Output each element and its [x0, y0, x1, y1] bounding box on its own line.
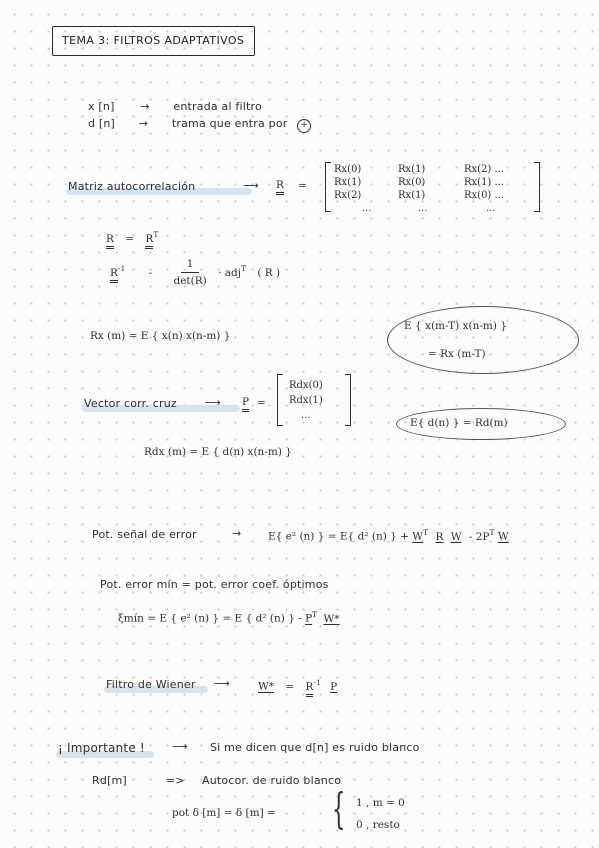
pot-min-label: Pot. error mín = pot. error coef. óptimos [100, 578, 329, 591]
matrix-cell: ... [486, 203, 496, 214]
matrix-cell: Rx(1) [398, 190, 426, 201]
r-symbol: R [110, 267, 118, 283]
arrow-icon: → [138, 117, 149, 130]
wiener-label: Filtro de Wiener [106, 678, 196, 691]
r-symbol: R [145, 233, 153, 249]
case-line: 0 , resto [356, 819, 400, 831]
formula-text: E{ e² (n) } = E{ d² (n) } + [268, 530, 409, 543]
definition-text: trama que entra por [171, 117, 288, 130]
matrix-cell: Rx(1) [398, 164, 426, 175]
definition-d [88, 117, 311, 133]
vector-cell: Rdx(0) [289, 380, 323, 391]
bubble-line: E{ d(n) } = Rd(m) [410, 417, 508, 429]
white-noise-pot: pot δ [m] = δ [m] = [172, 807, 276, 819]
page-title: TEMA 3: FILTROS ADAPTATIVOS [62, 34, 245, 47]
plus-circle-icon: + [297, 119, 311, 133]
adj-argument: ( R ) [257, 266, 281, 279]
transpose-property [106, 230, 158, 245]
p-symbol: P [305, 612, 313, 625]
case-line: 1 , m = 0 [356, 797, 405, 809]
implies-arrow: => [166, 774, 185, 787]
autocorr-label: Matriz autocorrelación [68, 180, 196, 193]
autocorr-symbol: R [276, 180, 284, 195]
superscript: -1 [313, 678, 321, 687]
crosscorr-label: Vector corr. cruz [84, 397, 177, 410]
r-symbol: R [306, 681, 314, 697]
matrix-cell: Rx(2) ... [464, 164, 505, 175]
right-bracket [345, 374, 351, 426]
wiener-formula [258, 678, 337, 693]
w-symbol: W [412, 530, 424, 543]
left-brace: { [332, 784, 346, 833]
definition-x [88, 100, 262, 113]
formula-text: ξmín = E { e² (n) } = E { d² (n) } - [118, 612, 302, 625]
equals-sign: = [125, 232, 135, 245]
w-symbol: W [497, 530, 509, 543]
matrix-cell: ... [362, 203, 372, 214]
superscript: T [241, 264, 247, 273]
superscript: T [153, 230, 159, 239]
equals-sign: = [257, 397, 266, 409]
vector-cell: ... [301, 410, 311, 421]
matrix-cell: ... [418, 203, 428, 214]
equals-sign: = [285, 680, 295, 693]
minus-sign: - [148, 266, 153, 279]
rdx-definition: Rdx (m) = E { d(n) x(n-m) } [144, 446, 292, 458]
left-bracket [277, 374, 283, 426]
matrix-cell: Rx(2) [334, 190, 362, 201]
arrow-icon: → [140, 100, 150, 113]
autocorr-matrix [334, 164, 540, 214]
adj-text: · adj [218, 266, 241, 279]
fraction-denominator: det(R) [173, 275, 207, 287]
important-label: ¡ Importante ! [58, 741, 145, 755]
superscript: T [423, 528, 429, 537]
pot-error-label: Pot. señal de error [92, 528, 197, 541]
arrow-icon: ⟶ [172, 740, 188, 753]
bubble-note [387, 306, 579, 374]
matrix-cell: Rx(0) ... [464, 190, 505, 201]
r-symbol: R [435, 530, 444, 543]
vector-cell: Rdx(1) [289, 395, 323, 406]
equals-sign: = [298, 180, 307, 192]
arrow-icon: ⟶ [243, 179, 259, 192]
pot-error-formula [268, 528, 509, 543]
definition-text: entrada al filtro [173, 100, 262, 113]
superscript: T [489, 528, 495, 537]
matrix-cell: Rx(1) ... [464, 177, 505, 188]
bubble-line: E { x(m-T) x(n-m) } [404, 320, 508, 332]
fraction-numerator: 1 [181, 258, 200, 273]
definition-symbol: x [n] [88, 100, 115, 113]
rx-definition: Rx (m) = E { x(n) x(n-m) } [90, 330, 231, 342]
bubble-line: = Rx (m-T) [428, 348, 486, 360]
left-bracket [325, 162, 331, 212]
definition-symbol: d [n] [88, 117, 116, 130]
formula-text: - 2P [468, 530, 490, 543]
w-symbol: W* [258, 680, 275, 693]
arrow-icon: ⟶ [214, 677, 230, 690]
r-symbol: R [106, 233, 114, 249]
matrix-cell: Rx(0) [334, 164, 362, 175]
crosscorr-vector [289, 378, 323, 423]
arrow-icon: ⟶ [205, 396, 221, 409]
inverse-property [110, 258, 280, 287]
w-symbol: W [450, 530, 462, 543]
arrow-icon: → [232, 527, 242, 540]
matrix-cell: Rx(0) [398, 177, 426, 188]
pot-min-formula [118, 610, 340, 625]
white-noise-desc: Autocor. de ruido blanco [202, 774, 342, 787]
important-text: Si me dicen que d[n] es ruido blanco [210, 741, 420, 754]
w-symbol: W* [323, 612, 340, 625]
p-symbol: P [330, 680, 338, 693]
white-noise-lhs: Rd[m] [92, 774, 127, 787]
crosscorr-symbol: P [242, 397, 249, 412]
fraction [173, 258, 206, 287]
superscript: -1 [117, 264, 126, 273]
matrix-cell: Rx(1) [334, 177, 362, 188]
superscript: T [312, 610, 318, 619]
